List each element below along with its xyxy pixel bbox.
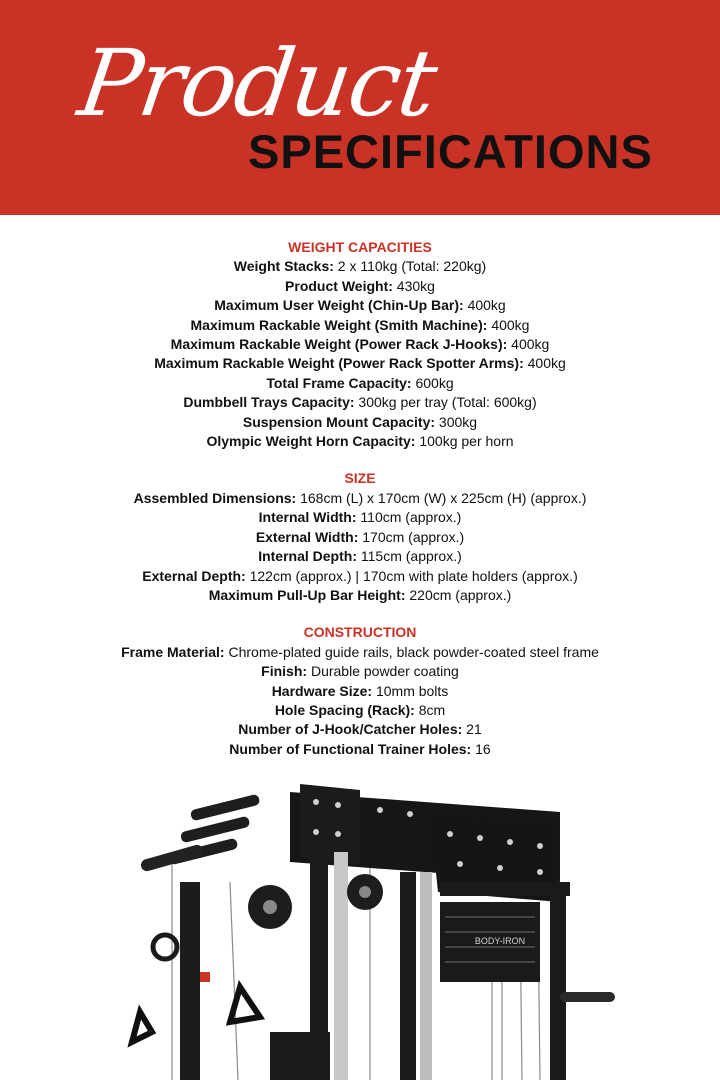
spec-label: Maximum Rackable Weight (Smith Machine): (190, 316, 488, 333)
spec-line (0, 489, 720, 508)
spec-label: Maximum Rackable Weight (Power Rack Spotter Arms): (154, 355, 524, 372)
spec-line (0, 393, 720, 412)
script-title: Product (72, 30, 442, 137)
spec-line (0, 547, 720, 566)
spec-value: 100kg per horn (419, 433, 514, 450)
section-size (0, 469, 720, 605)
spec-label: Internal Depth: (258, 548, 357, 565)
spec-label: Maximum Rackable Weight (Power Rack J-Hooks): (170, 336, 508, 353)
product-image (120, 772, 620, 1080)
spec-label: External Width: (255, 528, 359, 545)
spec-line (0, 662, 720, 681)
weight-horn (560, 992, 615, 1002)
spec-line (0, 413, 720, 432)
spec-value: 430kg (396, 277, 435, 294)
spec-line (0, 643, 720, 662)
spec-label: Number of Functional Trainer Holes: (229, 740, 472, 757)
spec-value: 16 (475, 740, 491, 757)
spec-label: Dumbbell Trays Capacity: (183, 394, 355, 411)
spec-value: 110cm (approx.) (360, 509, 462, 526)
spec-value: 21 (466, 721, 482, 738)
spec-line (0, 567, 720, 586)
spec-value: Chrome-plated guide rails, black powder-coated steel frame (228, 643, 599, 660)
spec-label: Suspension Mount Capacity: (242, 413, 436, 430)
spec-value: 300kg (438, 413, 478, 430)
spec-value: 400kg (527, 355, 566, 372)
section-weight-capacities (0, 238, 720, 451)
spec-line (0, 682, 720, 701)
section-heading: WEIGHT CAPACITIES (288, 239, 432, 255)
spec-label: Hardware Size: (271, 682, 373, 699)
spec-line (0, 586, 720, 605)
spec-value: 220cm (approx.) (409, 586, 512, 603)
spec-value: 400kg (491, 316, 530, 333)
spec-value: 600kg (415, 374, 454, 391)
spec-label: Total Frame Capacity: (266, 374, 412, 391)
spec-value: 400kg (511, 336, 550, 353)
spec-line (0, 277, 720, 296)
spec-value: 10mm bolts (375, 682, 449, 699)
spec-line (0, 335, 720, 354)
spec-line (0, 316, 720, 335)
lower-frame (270, 1032, 330, 1080)
red-pin (200, 972, 210, 982)
spec-value: 170cm (approx.) (362, 528, 465, 545)
spec-value: 8cm (418, 701, 446, 718)
spec-label: Finish: (261, 663, 308, 680)
spec-label: Frame Material: (121, 643, 225, 660)
spec-value: 2 x 110kg (Total: 220kg) (337, 258, 487, 275)
spec-line (0, 257, 720, 276)
spec-value: 168cm (L) x 170cm (W) x 225cm (H) (approx.) (300, 489, 587, 506)
spec-value: 122cm (approx.) | 170cm with plate holders (approx.) (249, 567, 578, 584)
spec-value: 400kg (467, 297, 506, 314)
spec-line (0, 528, 720, 547)
section-construction (0, 623, 720, 759)
spec-label: Olympic Weight Horn Capacity: (206, 433, 416, 450)
spec-label: Maximum Pull-Up Bar Height: (208, 586, 406, 603)
spec-line (0, 701, 720, 720)
spec-value: Durable powder coating (310, 663, 459, 680)
spec-line (0, 374, 720, 393)
spec-label: Product Weight: (285, 277, 393, 294)
spec-line (0, 354, 720, 373)
spec-line (0, 432, 720, 451)
spec-line (0, 740, 720, 759)
spec-label: Weight Stacks: (233, 258, 334, 275)
spec-value: 300kg per tray (Total: 600kg) (358, 394, 537, 411)
brand-plate-text: BODY-IRON (474, 936, 526, 946)
spec-value: 115cm (approx.) (360, 548, 462, 565)
section-heading: CONSTRUCTION (303, 624, 417, 641)
page-title: SPECIFICATIONS (248, 125, 653, 178)
spec-line (0, 720, 720, 739)
spec-label: Assembled Dimensions: (133, 489, 297, 506)
spec-label: Maximum User Weight (Chin-Up Bar): (214, 297, 464, 314)
header-banner (0, 0, 720, 215)
section-heading: SIZE (344, 470, 376, 487)
spec-label: External Depth: (142, 567, 246, 584)
spec-label: Number of J-Hook/Catcher Holes: (238, 721, 463, 738)
chin-up-handles (140, 794, 261, 873)
spec-label: Hole Spacing (Rack): (274, 701, 415, 718)
specifications-list (0, 238, 720, 777)
spec-line (0, 296, 720, 315)
spec-label: Internal Width: (258, 509, 357, 526)
spec-line (0, 508, 720, 527)
weight-stack (440, 902, 540, 982)
